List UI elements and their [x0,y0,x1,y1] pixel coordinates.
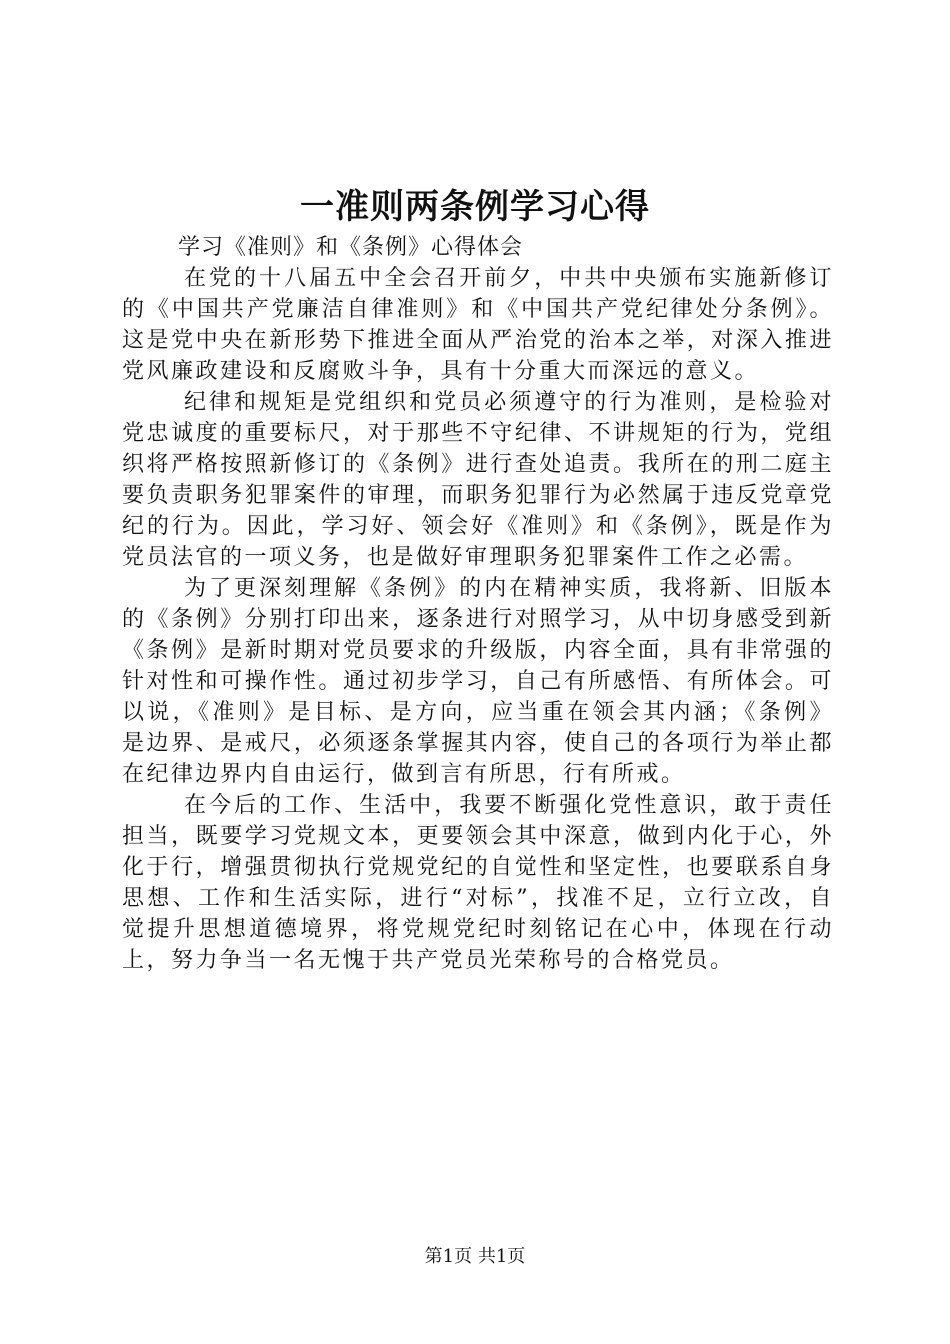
paragraph-1: 在党的十八届五中全会召开前夕，中共中央颁布实施新修订的《中国共产党廉洁自律准则》和《中国共产党纪律处分条例》。这是党中央在新形势下推进全面从严治党的治本之举，对深入推进党风廉政建设和反腐败斗争，具有十分重大而深远的意义。 [122,266,834,384]
page-footer: 第1页 共1页 [424,1246,526,1267]
paragraph-2: 纪律和规矩是党组织和党员必须遵守的行为准则，是检验对党忠诚度的重要标尺，对于那些不守纪律、不讲规矩的行为，党组织将严格按照新修订的《条例》进行查处追责。我所在的刑二庭主要负责职务犯罪案件的审理，而职务犯罪行为必然属于违反党章党纪的行为。因此，学习好、领会好《准则》和《条例》，既是作为党员法官的一项义务，也是做好审理职务犯罪案件工作之必需。 [122,390,834,570]
paragraph-4: 在今后的工作、生活中，我要不断强化党性意识，敢于责任担当，既要学习党规文本，更要领会其中深意，做到内化于心，外化于行，增强贯彻执行党规党纪的自觉性和坚定性，也要联系自身思想、工作和生活实际，进行“对标”，找准不足，立行立改，自觉提升思想道德境界，将党规党纪时刻铭记在心中，体现在行动上，努力争当一名无愧于共产党员光荣称号的合格党员。 [122,793,834,973]
document-subtitle: 学习《准则》和《条例》心得体会 [178,235,524,260]
document-body [122,232,834,976]
document-title: 一准则两条例学习心得 [300,187,650,227]
paragraph-3: 为了更深刻理解《条例》的内在精神实质，我将新、旧版本的《条例》分别打印出来，逐条进行对照学习，从中切身感受到新《条例》是新时期对党员要求的升级版，内容全面，具有非常强的针对性和可操作性。通过初步学习，自己有所感悟、有所体会。可以说，《准则》是目标、是方向，应当重在领会其内涵；《条例》是边界、是戒尺，必须逐条掌握其内容，使自己的各项行为举止都在纪律边界内自由运行，做到言有所思，行有所戒。 [122,576,834,787]
